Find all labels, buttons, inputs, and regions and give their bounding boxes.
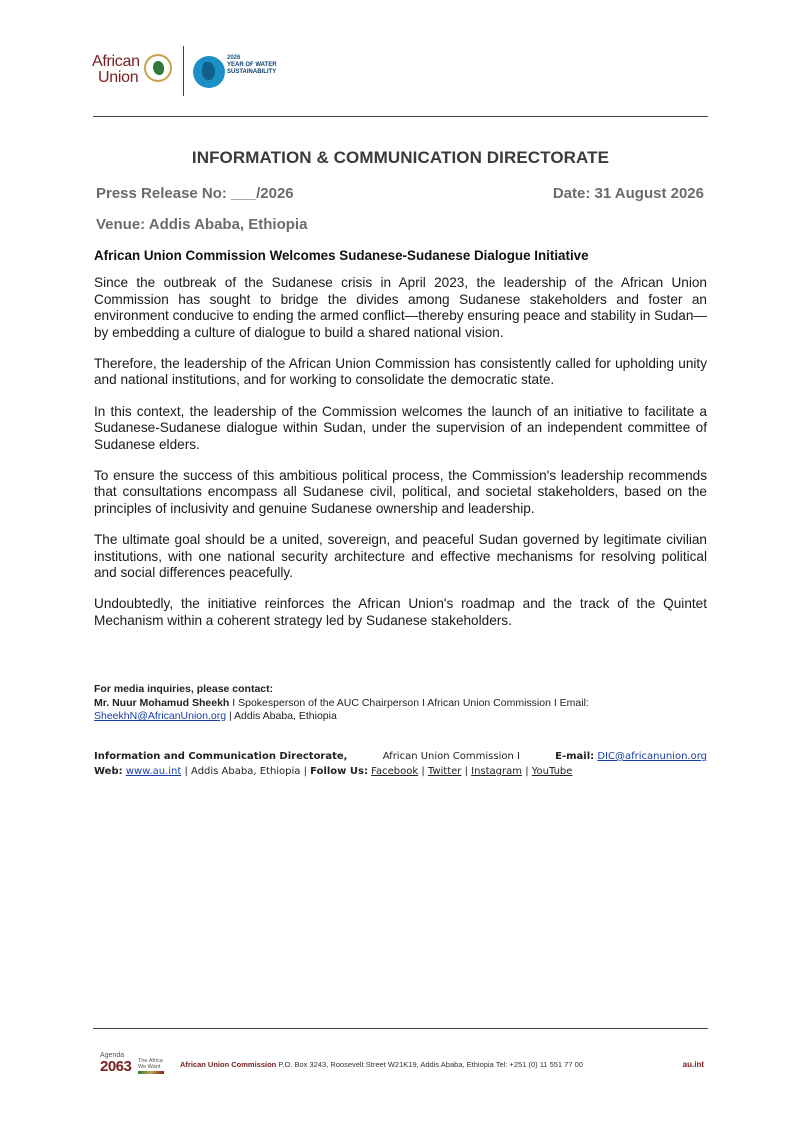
water-logo-year: 2026 — [227, 55, 241, 61]
body-text — [94, 275, 707, 644]
instagram-link[interactable]: Instagram — [471, 766, 523, 777]
contact-footer — [94, 749, 707, 779]
paragraph: The ultimate goal should be a united, sovereign, and peaceful Sudan governed by legitimate civilian institutions, with one national security architecture and effective mechanisms for resolving political and social differences peacefully. — [94, 532, 707, 581]
venue: Venue: Addis Ababa, Ethiopia — [96, 216, 308, 233]
water-logo-line1: YEAR OF WATER — [227, 62, 277, 68]
twitter-link[interactable]: Twitter — [427, 766, 462, 777]
media-location: | Addis Ababa, Ethiopia — [226, 710, 337, 722]
youtube-link[interactable]: YouTube — [531, 766, 573, 777]
separator: | — [522, 766, 532, 777]
headline: African Union Commission Welcomes Sudanese-Sudanese Dialogue Initiative — [94, 248, 589, 263]
agenda-tagline: The Africa We Want — [138, 1058, 163, 1070]
web-label: Web: — [94, 766, 123, 777]
agenda-color-bar — [138, 1071, 164, 1074]
water-logo-line2: SUSTAINABILITY — [227, 69, 277, 75]
agenda-2063-logo — [100, 1052, 172, 1076]
directorate-email-link[interactable]: DIC@africanunion.org — [597, 751, 707, 762]
paragraph: Undoubtedly, the initiative reinforces the African Union's roadmap and the track of the Quintet Mechanism within a coherent strategy led by Sudanese stakeholders. — [94, 596, 707, 628]
year-of-water-logo — [193, 54, 293, 94]
paragraph: Since the outbreak of the Sudanese crisis in April 2023, the leadership of the African Union Commission has sought to bridge the divides among Sudanese stakeholders and foster an environment conducive to ending the armed conflict—thereby ensuring peace and stability in Sudan—by embedding a culture of dialogue to build a shared national vision. — [94, 275, 707, 340]
separator: | — [461, 766, 472, 777]
agenda-year: 2063 — [100, 1058, 132, 1075]
press-release-number: Press Release No: ___/2026 — [96, 185, 294, 202]
address-separator: | Addis Ababa, Ethiopia | — [181, 766, 311, 777]
footer-address — [180, 1060, 583, 1069]
media-contact — [94, 683, 707, 724]
release-date: Date: 31 August 2026 — [552, 185, 704, 202]
footer-address-text: P.O. Box 3243, Roosevelt Street W21K19, Addis Ababa, Ethiopia Tel: +251 (0) 11 551 77 00 — [276, 1060, 583, 1069]
facebook-link[interactable]: Facebook — [371, 766, 419, 777]
au-emblem-icon — [144, 54, 172, 82]
paragraph: Therefore, the leadership of the African Union Commission has consistently called for upholding unity and national institutions, and for working to consolidate the democratic state. — [94, 355, 707, 388]
commission-label: African Union Commission I — [382, 751, 520, 762]
footer-url-link[interactable]: au.int — [682, 1060, 704, 1069]
follow-us-label: Follow Us: — [310, 766, 368, 777]
separator: | — [418, 766, 428, 777]
footer-org-name: African Union Commission — [180, 1060, 277, 1069]
paragraph: To ensure the success of this ambitious political process, the Commission's leadership recommends that consultations encompass all Sudanese civil, political, and societal stakeholders, based on the principles of inclusivity and genuine Sudanese ownership and leadership. — [94, 467, 707, 517]
au-logo-text: African Union — [92, 53, 140, 86]
directorate-label: Information and Communication Directorate, — [94, 751, 348, 762]
spokesperson-name: Mr. Nuur Mohamud Sheekh — [94, 696, 230, 709]
agenda-label: Agenda — [100, 1052, 125, 1059]
website-link[interactable]: www.au.int — [125, 766, 182, 777]
globe-icon — [193, 56, 225, 88]
spokesperson-email-link[interactable]: SheekhN@AfricanUnion.org — [94, 710, 227, 722]
paragraph: In this context, the leadership of the Commission welcomes the launch of an initiative to facilitate a Sudanese-Sudanese dialogue within Sudan, under the supervision of an independent committee of Sudanese elders. — [94, 403, 707, 452]
header-rule — [93, 116, 708, 117]
spokesperson-role: I Spokesperson of the AUC Chairperson I African Union Commission I Email: — [229, 696, 589, 709]
media-heading: For media inquiries, please contact: — [94, 683, 274, 695]
african-union-logo — [92, 48, 182, 94]
logo-divider — [183, 46, 184, 96]
directorate-title: INFORMATION & COMMUNICATION DIRECTORATE — [191, 148, 610, 167]
footer-rule — [93, 1028, 708, 1029]
email-label: E-mail: — [555, 751, 595, 762]
